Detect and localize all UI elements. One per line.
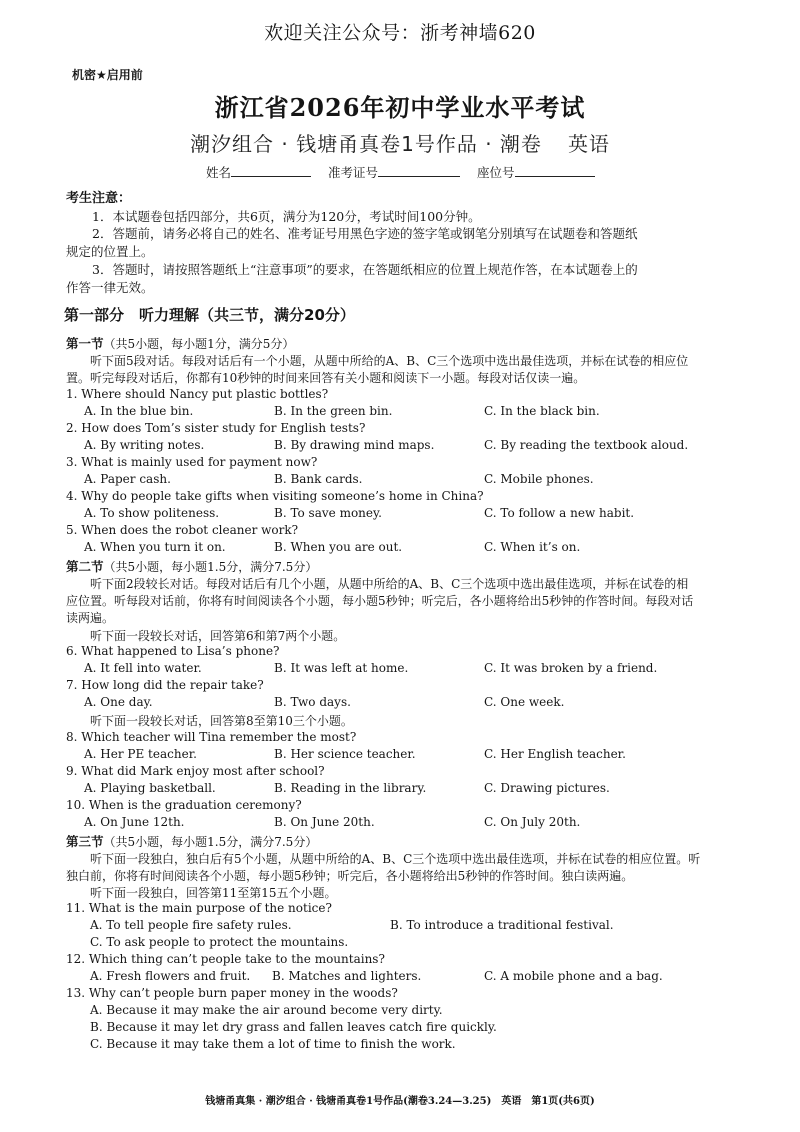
option-b: B. Reading in the library. <box>274 781 427 795</box>
option-a: A. Fresh flowers and fruit. <box>90 969 251 983</box>
option-c: C. On July 20th. <box>484 815 581 829</box>
instruction-line: 听下面5段对话。每段对话后有一个小题，从题中所给的A、B、C三个选项中选出最佳选项，并标在试卷的相应位 <box>90 354 689 368</box>
option-b: B. Because it may let dry grass and fallen leaves catch fire quickly. <box>90 1020 497 1034</box>
question-number: 10. <box>66 798 86 812</box>
question <box>66 421 365 435</box>
promo-banner: 欢迎关注公众号：浙考神墙620 <box>264 22 536 44</box>
question <box>66 952 385 966</box>
option-b: B. In the green bin. <box>274 404 393 418</box>
option-a: A. When you turn it on. <box>84 540 226 554</box>
question-text: When does the robot cleaner work? <box>81 523 299 537</box>
section-heading <box>66 557 317 575</box>
name-blank <box>231 164 311 177</box>
option-c: C. One week. <box>484 695 565 709</box>
option-a: A. In the blue bin. <box>84 404 194 418</box>
secret-label: 机密★启用前 <box>72 68 143 82</box>
note-line: 作答一律无效。 <box>66 280 154 295</box>
exam-number-blank <box>378 164 460 177</box>
section-title: 第三节 <box>66 834 104 849</box>
instruction-line: 听下面2段较长对话。每段对话后有几个小题，从题中所给的A、B、C三个选项中选出最佳选项，并标在试卷的相 <box>90 577 689 591</box>
listening-lead: 听下面一段较长对话，回答第8至第10三个小题。 <box>90 714 353 728</box>
instruction-line: 应位置。听每段对话前，你将有时间阅读各个小题，每小题5秒钟；听完后，各小题将给出5秒钟的作答时间。每段对话 <box>66 594 694 608</box>
question-number: 3. <box>66 455 78 469</box>
option-c: C. Drawing pictures. <box>484 781 610 795</box>
question-text: Why can’t people burn paper money in the woods? <box>88 986 398 1000</box>
question-text: Where should Nancy put plastic bottles? <box>81 387 329 401</box>
question-text: Why do people take gifts when visiting someone’s home in China? <box>81 489 484 503</box>
option-c: C. To ask people to protect the mountains. <box>90 935 349 949</box>
name-field <box>206 163 311 181</box>
name-label: 姓名 <box>206 165 232 180</box>
section-note: （共5小题，每小题1分，满分5分） <box>103 337 295 351</box>
question-number: 13. <box>66 986 86 1000</box>
seat-field <box>477 163 595 181</box>
exam-subtitle <box>0 128 800 157</box>
section-heading <box>66 334 294 352</box>
option-a: A. Paper cash. <box>84 472 171 486</box>
exam-number-field <box>328 163 460 181</box>
question-text: What did Mark enjoy most after school? <box>81 764 325 778</box>
instruction-line: 置。听完每段对话后，你都有10秒钟的时间来回答有关小题和阅读下一小题。每段对话仅读一遍。 <box>66 371 586 385</box>
instruction-line: 独白前，你将有时间阅读各个小题，每小题5秒钟；听完后，各小题将给出5秒钟的作答时间。独白读两遍。 <box>66 869 634 883</box>
question-text: When is the graduation ceremony? <box>88 798 302 812</box>
option-c: C. To follow a new habit. <box>484 506 635 520</box>
option-b: B. Two days. <box>274 695 351 709</box>
question <box>66 644 279 658</box>
option-c: C. Her English teacher. <box>484 747 626 761</box>
exam-number-label: 准考证号 <box>328 165 379 180</box>
exam-title: 浙江省2026年初中学业水平考试 <box>214 93 586 122</box>
notes-heading: 考生注意： <box>66 191 132 206</box>
question <box>66 678 264 692</box>
option-b: B. Matches and lighters. <box>272 969 422 983</box>
question-number: 5. <box>66 523 78 537</box>
option-a: A. To tell people fire safety rules. <box>90 918 292 932</box>
question <box>66 798 302 812</box>
option-c: C. In the black bin. <box>484 404 600 418</box>
option-a: A. On June 12th. <box>84 815 185 829</box>
question-number: 12. <box>66 952 86 966</box>
question-number: 7. <box>66 678 78 692</box>
option-a: A. Playing basketball. <box>84 781 216 795</box>
option-c: C. By reading the textbook aloud. <box>484 438 689 452</box>
option-b: B. It was left at home. <box>274 661 409 675</box>
option-c: C. A mobile phone and a bag. <box>484 969 663 983</box>
option-b: B. Her science teacher. <box>274 747 416 761</box>
section-note: （共5小题，每小题1.5分，满分7.5分） <box>103 835 318 849</box>
instruction-line: 读两遍。 <box>66 611 115 625</box>
part-heading: 第一部分 听力理解（共三节，满分20分） <box>64 306 355 324</box>
question <box>66 455 317 469</box>
question <box>66 523 298 537</box>
option-a: A. To show politeness. <box>84 506 220 520</box>
option-b: B. By drawing mind maps. <box>274 438 435 452</box>
question-number: 11. <box>66 901 86 915</box>
listening-lead: 听下面一段独白，回答第11至第15五个小题。 <box>90 886 337 900</box>
question-text: What is mainly used for payment now? <box>81 455 318 469</box>
note-line: 2．答题前，请务必将自己的姓名、准考证号用黑色字迹的签字笔或钢笔分别填写在试题卷和答题纸 <box>92 226 638 241</box>
option-b: B. To save money. <box>274 506 382 520</box>
question-text: How does Tom’s sister study for English tests? <box>81 421 366 435</box>
question <box>66 986 398 1000</box>
option-c: C. When it’s on. <box>484 540 581 554</box>
subtitle-subject: 英语 <box>567 132 610 156</box>
option-c: C. It was broken by a friend. <box>484 661 658 675</box>
option-a: A. By writing notes. <box>84 438 205 452</box>
question-text: How long did the repair take? <box>81 678 264 692</box>
option-a: A. Because it may make the air around become very dirty. <box>90 1003 443 1017</box>
option-a: A. One day. <box>84 695 153 709</box>
note-line: 规定的位置上。 <box>66 244 154 259</box>
question-text: Which teacher will Tina remember the most? <box>81 730 357 744</box>
question <box>66 489 484 503</box>
subtitle-series: 潮汐组合 · 钱塘甬真卷1号作品 · 潮卷 <box>190 132 542 156</box>
option-a: A. It fell into water. <box>84 661 202 675</box>
question-text: Which thing can’t people take to the mountains? <box>88 952 385 966</box>
option-b: B. On June 20th. <box>274 815 375 829</box>
question-number: 4. <box>66 489 78 503</box>
section-note: （共5小题，每小题1.5分，满分7.5分） <box>103 560 318 574</box>
question-number: 6. <box>66 644 78 658</box>
note-line: 3．答题时，请按照答题纸上“注意事项”的要求，在答题纸相应的位置上规范作答，在本试题卷上的 <box>92 262 638 277</box>
option-b: B. To introduce a traditional festival. <box>390 918 614 932</box>
option-c: C. Mobile phones. <box>484 472 594 486</box>
question-number: 8. <box>66 730 78 744</box>
question <box>66 901 332 915</box>
option-c: C. Because it may take them a lot of time to finish the work. <box>90 1037 456 1051</box>
question <box>66 764 325 778</box>
question <box>66 387 328 401</box>
question-text: What is the main purpose of the notice? <box>88 901 332 915</box>
question-number: 1. <box>66 387 78 401</box>
section-title: 第一节 <box>66 336 104 351</box>
question-number: 9. <box>66 764 78 778</box>
seat-blank <box>515 164 595 177</box>
option-b: B. Bank cards. <box>274 472 363 486</box>
page-footer: 钱塘甬真集 · 潮汐组合 · 钱塘甬真卷1号作品(潮卷3.24—3.25) 英语 第1页(共6页) <box>205 1096 595 1107</box>
question-text: What happened to Lisa’s phone? <box>81 644 280 658</box>
section-title: 第二节 <box>66 559 104 574</box>
option-a: A. Her PE teacher. <box>84 747 197 761</box>
question-number: 2. <box>66 421 78 435</box>
seat-label: 座位号 <box>477 165 515 180</box>
instruction-line: 听下面一段独白，独白后有5个小题，从题中所给的A、B、C三个选项中选出最佳选项，并标在试卷的相应位置。听 <box>90 852 701 866</box>
note-line: 1．本试题卷包括四部分，共6页，满分为120分，考试时间100分钟。 <box>92 209 481 224</box>
section-heading <box>66 832 317 850</box>
option-b: B. When you are out. <box>274 540 403 554</box>
question <box>66 730 356 744</box>
listening-lead: 听下面一段较长对话，回答第6和第7两个小题。 <box>90 629 346 643</box>
